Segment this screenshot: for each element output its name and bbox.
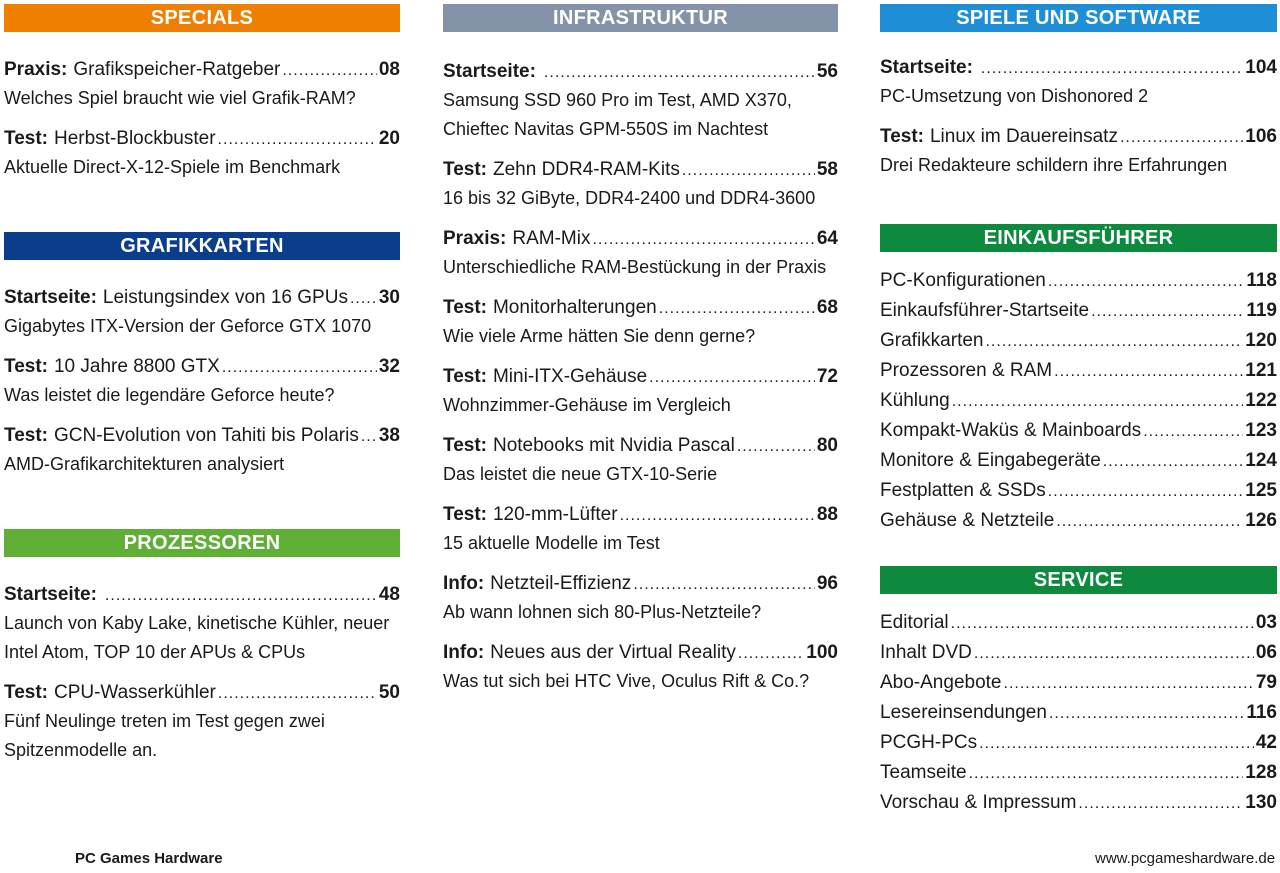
entry-description: 16 bis 32 GiByte, DDR4-2400 und DDR4-3600	[443, 188, 816, 208]
entry-description: Launch von Kaby Lake, kinetische Kühler, neuer	[4, 613, 390, 633]
leader-dots	[1103, 446, 1244, 466]
entry-kind: Praxis:	[443, 228, 507, 249]
entry-page: 88	[816, 504, 838, 525]
leader-dots	[350, 284, 377, 304]
item-page: 79	[1255, 672, 1277, 693]
entry-page: 38	[378, 425, 400, 446]
entry-page: 08	[378, 59, 400, 80]
leader-dots	[361, 422, 377, 442]
entry-page: 106	[1245, 126, 1277, 147]
entry-description: Fünf Neulinge treten im Test gegen zwei	[4, 711, 325, 731]
toc-entry[interactable]	[443, 156, 838, 213]
item-label: Inhalt DVD	[880, 642, 972, 663]
toc-entry[interactable]	[443, 58, 838, 144]
leader-dots	[1048, 476, 1244, 496]
toc-entry[interactable]	[880, 54, 1277, 111]
entry-kind: Test:	[4, 682, 48, 703]
leader-dots	[981, 54, 1243, 74]
leader-dots	[1004, 668, 1254, 688]
leader-dots	[218, 679, 377, 699]
toc-entry[interactable]	[4, 284, 400, 341]
entry-description: Das leistet die neue GTX-10-Serie	[443, 464, 718, 484]
leader-dots	[951, 608, 1254, 628]
leader-dots	[1056, 506, 1243, 526]
list-item[interactable]	[880, 416, 1277, 446]
entry-description: AMD-Grafikarchitekturen analysiert	[4, 454, 285, 474]
list-item[interactable]	[880, 788, 1277, 818]
item-label: Vorschau & Impressum	[880, 792, 1077, 813]
leader-dots	[738, 639, 804, 659]
entry-page: 96	[816, 573, 838, 594]
entry-kind: Startseite:	[4, 287, 97, 308]
list-item[interactable]	[880, 506, 1277, 536]
item-page: 118	[1246, 270, 1277, 291]
entry-description: Wohnzimmer-Gehäuse im Vergleich	[443, 395, 731, 415]
entry-page: 58	[816, 159, 838, 180]
item-label: PCGH-PCs	[880, 732, 978, 753]
leader-dots	[985, 326, 1243, 346]
leader-dots	[979, 728, 1254, 748]
entry-page: 48	[378, 584, 400, 605]
list-item[interactable]	[880, 446, 1277, 476]
section-header-infrastruktur: INFRASTRUKTUR	[443, 4, 838, 32]
toc-entry[interactable]	[443, 225, 838, 282]
leader-dots	[105, 581, 377, 601]
list-item[interactable]	[880, 476, 1277, 506]
entry-topic: Leistungsindex von 16 GPUs	[102, 287, 348, 308]
entry-topic: Linux im Dauereinsatz	[929, 126, 1118, 147]
entry-kind: Test:	[443, 504, 487, 525]
leader-dots	[544, 58, 815, 78]
toc-entry[interactable]	[443, 363, 838, 420]
leader-dots	[592, 225, 814, 245]
entry-page: 50	[378, 682, 400, 703]
entry-topic: Neues aus der Virtual Reality	[490, 642, 736, 663]
entry-topic: Herbst-Blockbuster	[53, 128, 216, 149]
list-item[interactable]	[880, 728, 1277, 758]
leader-dots	[649, 363, 815, 383]
entry-topic: CPU-Wasserkühler	[53, 682, 216, 703]
section-header-einkaufsfuehrer: EINKAUFSFÜHRER	[880, 224, 1277, 252]
leader-dots	[620, 501, 815, 521]
entry-description: Wie viele Arme hätten Sie denn gerne?	[443, 326, 756, 346]
leader-dots	[1120, 123, 1243, 143]
entry-topic: Mini-ITX-Gehäuse	[492, 366, 648, 387]
leader-dots	[659, 294, 815, 314]
toc-entry[interactable]	[443, 501, 838, 558]
entry-page: 64	[816, 228, 838, 249]
item-label: Monitore & Eingabegeräte	[880, 450, 1101, 471]
toc-entry[interactable]	[4, 581, 400, 667]
entry-kind: Test:	[443, 435, 487, 456]
item-label: Lesereinsendungen	[880, 702, 1047, 723]
section-header-service: SERVICE	[880, 566, 1277, 594]
column-right	[880, 4, 1277, 818]
leader-dots	[1143, 416, 1243, 436]
item-page: 124	[1245, 450, 1277, 471]
entry-description: 15 aktuelle Modelle im Test	[443, 533, 660, 553]
item-page: 116	[1246, 702, 1277, 723]
item-label: Kompakt-Waküs & Mainboards	[880, 420, 1142, 441]
entry-page: 100	[806, 642, 838, 663]
entry-topic: Monitorhalterungen	[492, 297, 657, 318]
leader-dots	[969, 758, 1244, 778]
item-page: 128	[1245, 762, 1277, 783]
entry-description: Intel Atom, TOP 10 der APUs & CPUs	[4, 642, 306, 662]
entry-description: Chieftec Navitas GPM-550S im Nachtest	[443, 119, 769, 139]
toc-entry[interactable]	[443, 294, 838, 351]
entry-kind: Test:	[443, 159, 487, 180]
leader-dots	[633, 570, 815, 590]
list-item[interactable]	[880, 608, 1277, 638]
toc-entry[interactable]	[443, 432, 838, 489]
footer-publication: PC Games Hardware	[75, 850, 223, 867]
leader-dots	[682, 156, 815, 176]
list-item[interactable]	[880, 638, 1277, 668]
entry-topic: 120-mm-Lüfter	[492, 504, 618, 525]
item-label: Editorial	[880, 612, 949, 633]
entry-description: Samsung SSD 960 Pro im Test, AMD X370,	[443, 90, 792, 110]
leader-dots	[218, 125, 377, 145]
entry-description: Was tut sich bei HTC Vive, Oculus Rift & Co.?	[443, 671, 810, 691]
entry-kind: Startseite:	[880, 57, 973, 78]
entry-topic: Zehn DDR4-RAM-Kits	[492, 159, 680, 180]
item-page: 120	[1245, 330, 1277, 351]
section-header-spiele-und-software: SPIELE UND SOFTWARE	[880, 4, 1277, 32]
column-left	[4, 4, 400, 765]
item-page: 119	[1246, 300, 1277, 321]
item-label: Grafikkarten	[880, 330, 984, 351]
section-header-specials: SPECIALS	[4, 4, 400, 32]
list-item[interactable]	[880, 296, 1277, 326]
item-page: 03	[1255, 612, 1277, 633]
leader-dots	[737, 432, 815, 452]
leader-dots	[1091, 296, 1244, 316]
item-label: Einkaufsführer-Startseite	[880, 300, 1090, 321]
list-item[interactable]	[880, 386, 1277, 416]
item-page: 121	[1245, 360, 1277, 381]
entry-page: 104	[1245, 57, 1277, 78]
item-label: Gehäuse & Netzteile	[880, 510, 1055, 531]
entry-topic: Grafikspeicher-Ratgeber	[73, 59, 281, 80]
item-label: PC-Konfigurationen	[880, 270, 1046, 291]
toc-entry[interactable]	[4, 422, 400, 479]
item-label: Teamseite	[880, 762, 967, 783]
item-label: Prozessoren & RAM	[880, 360, 1053, 381]
list-item[interactable]	[880, 758, 1277, 788]
list-item[interactable]	[880, 356, 1277, 386]
toc-entry[interactable]	[880, 123, 1277, 180]
item-label: Abo-Angebote	[880, 672, 1002, 693]
list-item[interactable]	[880, 266, 1277, 296]
entry-topic: 10 Jahre 8800 GTX	[53, 356, 220, 377]
section-header-grafikkarten: GRAFIKKARTEN	[4, 232, 400, 260]
entry-kind: Test:	[4, 425, 48, 446]
entry-description: Spitzenmodelle an.	[4, 740, 158, 760]
entry-page: 80	[816, 435, 838, 456]
entry-description: Was leistet die legendäre Geforce heute?	[4, 385, 335, 405]
section-header-prozessoren: PROZESSOREN	[4, 529, 400, 557]
list-item[interactable]	[880, 668, 1277, 698]
item-page: 42	[1255, 732, 1277, 753]
entry-topic: Netzteil-Effizienz	[490, 573, 632, 594]
list-item[interactable]	[880, 698, 1277, 728]
entry-page: 72	[816, 366, 838, 387]
entry-page: 68	[816, 297, 838, 318]
footer-website[interactable]: www.pcgameshardware.de	[1095, 850, 1276, 867]
item-label: Festplatten & SSDs	[880, 480, 1046, 501]
list-item[interactable]	[880, 326, 1277, 356]
item-page: 126	[1245, 510, 1277, 531]
entry-kind: Test:	[4, 356, 48, 377]
entry-kind: Test:	[443, 297, 487, 318]
entry-page: 32	[378, 356, 400, 377]
entry-kind: Test:	[880, 126, 924, 147]
entry-kind: Test:	[443, 366, 487, 387]
item-page: 06	[1255, 642, 1277, 663]
entry-description: Gigabytes ITX-Version der Geforce GTX 1070	[4, 316, 372, 336]
entry-kind: Info:	[443, 642, 485, 663]
column-middle	[443, 4, 838, 696]
entry-description: PC-Umsetzung von Dishonored 2	[880, 86, 1149, 106]
toc-entry[interactable]	[4, 125, 400, 182]
entry-description: Drei Redakteure schildern ihre Erfahrungen	[880, 155, 1228, 175]
entry-kind: Info:	[443, 573, 485, 594]
leader-dots	[952, 386, 1244, 406]
item-label: Kühlung	[880, 390, 950, 411]
entry-kind: Startseite:	[443, 61, 536, 82]
leader-dots	[222, 353, 377, 373]
toc-entry[interactable]	[4, 353, 400, 410]
toc-entry[interactable]	[443, 639, 838, 696]
item-page: 130	[1245, 792, 1277, 813]
leader-dots	[1049, 698, 1244, 718]
toc-entry[interactable]	[4, 679, 400, 765]
item-page: 123	[1245, 420, 1277, 441]
leader-dots	[974, 638, 1254, 658]
entry-description: Welches Spiel braucht wie viel Grafik-RAM?	[4, 88, 356, 108]
entry-kind: Praxis:	[4, 59, 68, 80]
toc-entry[interactable]	[4, 56, 400, 113]
entry-description: Aktuelle Direct-X-12-Spiele im Benchmark	[4, 157, 341, 177]
entry-topic: Notebooks mit Nvidia Pascal	[492, 435, 735, 456]
entry-description: Unterschiedliche RAM-Bestückung in der Praxis	[443, 257, 827, 277]
entry-topic: RAM-Mix	[512, 228, 591, 249]
entry-description: Ab wann lohnen sich 80-Plus-Netzteile?	[443, 602, 762, 622]
toc-entry[interactable]	[443, 570, 838, 627]
entry-page: 30	[378, 287, 400, 308]
entry-kind: Test:	[4, 128, 48, 149]
item-page: 122	[1245, 390, 1277, 411]
leader-dots	[1048, 266, 1245, 286]
item-page: 125	[1245, 480, 1277, 501]
entry-topic: GCN-Evolution von Tahiti bis Polaris	[53, 425, 359, 446]
entry-page: 56	[816, 61, 838, 82]
leader-dots	[282, 56, 377, 76]
entry-kind: Startseite:	[4, 584, 97, 605]
leader-dots	[1078, 788, 1243, 808]
entry-page: 20	[378, 128, 400, 149]
leader-dots	[1054, 356, 1243, 376]
